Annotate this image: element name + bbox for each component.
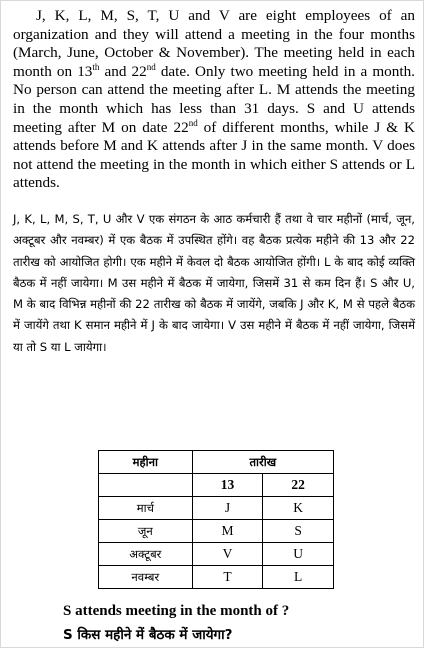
month-cell: मार्च [99, 497, 193, 520]
table-row [99, 520, 334, 543]
header-date: तारीख [192, 451, 333, 474]
passage-en-text-3: date. Only two meeting held in a month. No person can attend the meeting after L. M attends the meeting in the month which has less than 31 days. S and U attends meeting after M on date 22 [13, 62, 415, 136]
table-header-row [99, 451, 334, 474]
empty-cell [99, 474, 193, 497]
cell-13: V [192, 543, 263, 566]
passage-en-text-1: J, K, L, M, S, T, U and V are eight employees of an organization and they will attend a meeting in the four months (March, June, October & November). The meeting held in each month on 13 [13, 7, 415, 80]
table-row [99, 543, 334, 566]
schedule-table [98, 450, 334, 589]
month-cell: जून [99, 520, 193, 543]
table-row [99, 497, 334, 520]
month-cell: अक्टूबर [99, 543, 193, 566]
month-cell: नवम्बर [99, 566, 193, 589]
table-subheader-row [99, 474, 334, 497]
cell-13: M [192, 520, 263, 543]
date-13-header: 13 [192, 474, 263, 497]
question-hindi: S किस महीने में बैठक में जायेगा? [63, 627, 233, 643]
passage-english [13, 7, 415, 193]
table-row [99, 566, 334, 589]
question-english: S attends meeting in the month of ? [63, 603, 290, 619]
cell-22: L [263, 566, 334, 589]
passage-en-text-4: of different months, while J & K attends before M and K attends after J in the same month. V does not attend the meeting in the month in which either S attends or L attends. [13, 118, 415, 192]
superscript-nd-2: nd [188, 117, 198, 128]
cell-22: S [263, 520, 334, 543]
superscript-nd: nd [146, 61, 156, 72]
cell-22: U [263, 543, 334, 566]
superscript-th: th [92, 61, 100, 72]
passage-hindi: J, K, L, M, S, T, U और V एक संगठन के आठ कर्मचारी हैं तथा वे चार महीनों (मार्च, जून, अक्टूबर और नवम्बर) में एक बैठक में उपस्थित होंगे। वह बैठक प्रत्येक महीने की 13 और 22 तारीख को आयोजित होगी। एक महीने में केवल दो बैठक आयोजित होंगी। L के बाद कोई व्यक्ति बैठक में नहीं जायेगा। M उस महीने में बैठक में जायेगा, जिसमें 31 से कम दिन हैं। S और U, M के बाद विभिन्न महीनों की 22 तारीख को बैठक में जायेंगे, जबकि J और K, M से पहले बैठक में जायेंगे तथा K समान महीने में J के बाद जायेगा। V उस महीने में बैठक में नहीं जायेगा, जिसमें या तो S या L जायेगा। [13, 212, 415, 354]
cell-22: K [263, 497, 334, 520]
header-month: महीना [99, 451, 193, 474]
date-22-header: 22 [263, 474, 334, 497]
cell-13: T [192, 566, 263, 589]
passage-en-text-2: and 22 [99, 62, 147, 80]
cell-13: J [192, 497, 263, 520]
